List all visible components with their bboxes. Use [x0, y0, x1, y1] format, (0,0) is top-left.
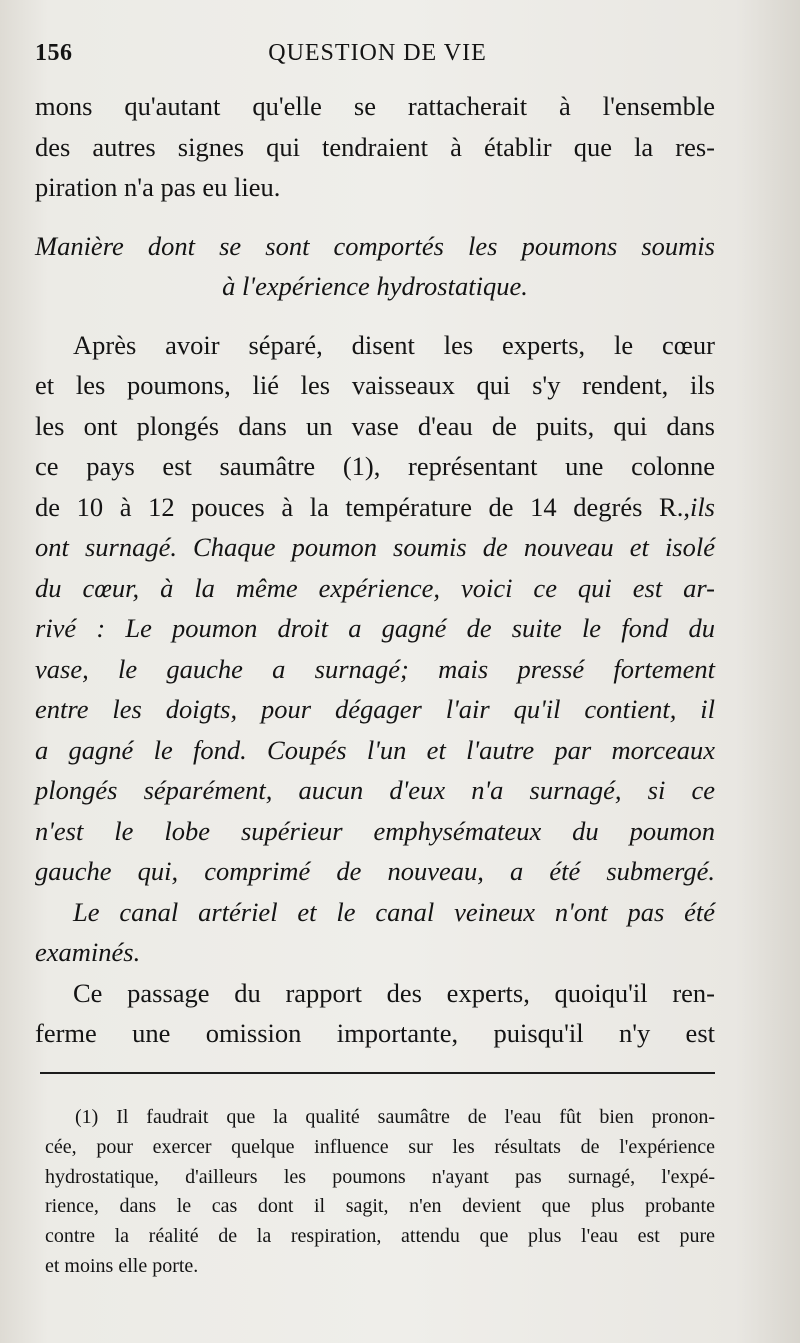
main-text — [35, 86, 715, 1054]
quoted-text-line: gauche qui, comprimé de nouveau, a été submergé. — [35, 856, 715, 886]
text-line: piration n'a pas eu lieu. — [35, 172, 281, 202]
quoted-text-line: entre les doigts, pour dégager l'air qu'il contient, il — [35, 694, 715, 724]
footnote-line: (1) Il faudrait que la qualité saumâtre de l'eau fût bien pronon- — [75, 1106, 715, 1128]
italic-fragment: ils — [689, 491, 715, 522]
text-line: ce pays est saumâtre (1), représentant une colonne — [35, 451, 715, 481]
quoted-text-line: ont surnagé. Chaque poumon soumis de nouveau et isolé — [35, 532, 715, 562]
footnote-line: cée, pour exercer quelque influence sur les résultats de l'expérience — [45, 1135, 715, 1158]
text-line: ferme une omission importante, puisqu'il n'y est — [35, 1018, 715, 1048]
text-fragment: de 10 à 12 pouces à la température de 14 degrés R., — [35, 491, 690, 522]
footnote-divider — [40, 1072, 715, 1074]
text-line: les ont plongés dans un vase d'eau de puits, qui dans — [35, 410, 715, 441]
quoted-text-line: du cœur, à la même expérience, voici ce qui est ar- — [35, 572, 715, 603]
quoted-text-line: vase, le gauche a surnagé; mais pressé fortement — [35, 653, 715, 684]
text-line: et les poumons, lié les vaisseaux qui s'y rendent, ils — [35, 370, 715, 400]
text-line: Après avoir séparé, disent les experts, le cœur — [73, 329, 715, 360]
footnote-line: et moins elle porte. — [45, 1254, 199, 1277]
text-line: Ce passage du rapport des experts, quoiqu'il ren- — [73, 977, 715, 1008]
footnote-line: contre la réalité de la respiration, attendu que plus l'eau est pure — [45, 1225, 715, 1248]
quoted-text-line: rivé : Le poumon droit a gagné de suite le fond du — [35, 613, 715, 643]
quoted-text-line: examinés. — [35, 937, 141, 967]
running-title: QUESTION DE VIE — [268, 40, 487, 66]
footnote-line: hydrostatique, d'ailleurs les poumons n'ayant pas surnagé, l'expé- — [45, 1165, 715, 1188]
quoted-text-line: Le canal artériel et le canal veineux n'ont pas été — [73, 896, 715, 927]
text-line: des autres signes qui tendraient à établir que la res- — [35, 131, 715, 162]
quoted-text-line: n'est le lobe supérieur emphysémateux du poumon — [35, 815, 715, 846]
quoted-text-line: plongés séparément, aucun d'eux n'a surnagé, si ce — [35, 775, 715, 805]
quoted-text-line: a gagné le fond. Coupés l'un et l'autre par morceaux — [35, 734, 715, 765]
footnote — [45, 1103, 715, 1282]
section-heading: Manière dont se sont comportés les poumons soumis — [35, 230, 715, 261]
text-line: mons qu'autant qu'elle se rattacherait à l'ensemble — [35, 91, 715, 121]
text-line — [35, 487, 715, 528]
section-heading: à l'expérience hydrostatique. — [222, 271, 528, 301]
page-header — [35, 40, 720, 76]
footnote-line: rience, dans le cas dont il sagit, n'en devient que plus probante — [45, 1195, 715, 1218]
page-number: 156 — [35, 40, 73, 66]
